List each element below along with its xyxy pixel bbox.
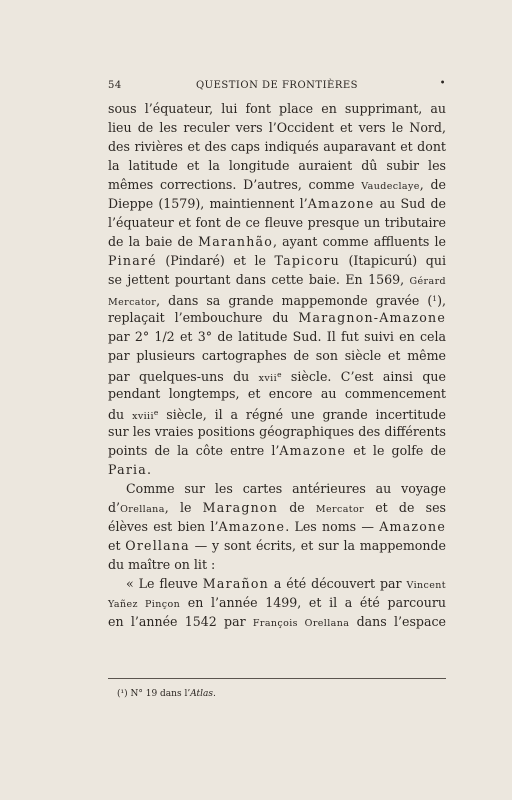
- footnote-marker: (¹): [117, 689, 128, 699]
- text-run: d’: [108, 500, 121, 515]
- footnote-rule: [108, 678, 446, 679]
- text-line: [108, 536, 446, 555]
- text-line: [108, 137, 446, 156]
- styled-text: e: [153, 408, 159, 417]
- styled-text: François Orellana: [252, 618, 350, 629]
- text-run: a été découvert par: [268, 576, 407, 591]
- text-run: lieu de les reculer vers l’Occident et vers le Nord,: [108, 120, 446, 135]
- text-line: [108, 327, 446, 346]
- text-line: [108, 479, 446, 498]
- text-run: de: [278, 500, 316, 515]
- text-run: — y sont écrits, et sur la mappemonde: [189, 538, 446, 553]
- text-run: , le: [164, 500, 203, 515]
- text-line: [108, 517, 446, 536]
- text-run: (Pindaré) et le: [156, 253, 275, 268]
- styled-text: e: [277, 370, 282, 379]
- text-run: par quelques-uns du: [108, 369, 259, 384]
- text-run: pendant longtemps, et encore au commencement: [108, 386, 446, 401]
- text-run: , de: [419, 177, 446, 192]
- text-line: [108, 118, 446, 137]
- footnote-italic: Atlas: [190, 689, 214, 699]
- text-run: et le golfe de: [346, 443, 446, 458]
- text-run: sur les vraies positions géographiques des différents: [108, 424, 446, 439]
- text-run: des rivières et des caps indiqués auparavant et dont: [108, 139, 446, 154]
- styled-text: Vaudeclaye: [361, 181, 420, 192]
- header-mark: •: [439, 78, 446, 89]
- text-line: [108, 612, 446, 631]
- page-number: 54: [108, 80, 122, 91]
- text-run: points de la côte entre l’: [108, 443, 280, 458]
- running-title: QUESTION DE FRONTIÈRES: [195, 80, 359, 91]
- styled-text: Pinaré: [108, 253, 157, 268]
- text-line: [108, 403, 446, 422]
- text-run: siècle. C’est ainsi que: [281, 369, 446, 384]
- text-run: dans l’espace: [349, 614, 446, 629]
- text-line: [108, 384, 446, 403]
- text-run: l’équateur et font de ce fleuve presque un tributaire: [108, 215, 446, 230]
- body-text: [108, 99, 446, 631]
- text-line: [108, 194, 446, 213]
- text-run: en l’année 1499, et il a été parcouru: [180, 595, 446, 610]
- text-run: du maître on lit :: [108, 557, 216, 572]
- text-line: [108, 555, 446, 574]
- text-run: par 2° 1/2 et 3° de latitude Sud. Il fut suivi en cela: [108, 329, 446, 344]
- text-line: [108, 441, 446, 460]
- text-run: du: [108, 407, 133, 422]
- text-run: élèves est bien l’: [108, 519, 219, 534]
- text-run: .: [146, 462, 151, 477]
- styled-text: Paria: [108, 462, 147, 477]
- text-run: ),: [437, 293, 446, 308]
- styled-text: xviii: [132, 411, 154, 422]
- styled-text: Maragnon-Amazone: [298, 310, 446, 325]
- text-line: [108, 365, 446, 384]
- text-line: [108, 460, 446, 479]
- styled-text: Mercator: [315, 504, 365, 515]
- footnote-end: .: [213, 689, 216, 699]
- text-run: au Sud de: [374, 196, 446, 211]
- text-line: [108, 99, 446, 118]
- text-run: « Le fleuve: [126, 576, 203, 591]
- text-run: siècle, il a régné une grande incertitude: [158, 407, 446, 422]
- text-line: [108, 232, 446, 251]
- text-run: et de ses: [364, 500, 446, 515]
- footnote: [117, 689, 216, 699]
- footnote-text: N° 19 dans l’: [127, 689, 191, 699]
- text-line: [108, 156, 446, 175]
- text-line: [108, 593, 446, 612]
- styled-text: xvii: [258, 373, 278, 384]
- text-run: replaçait l’embouchure du: [108, 310, 299, 325]
- text-run: Comme sur les cartes antérieures au voyage: [126, 481, 446, 496]
- styled-text: Yañez Pinçon: [108, 599, 181, 610]
- text-line: [108, 498, 446, 517]
- page-header: [108, 80, 446, 94]
- styled-text: Marañon: [202, 576, 269, 591]
- text-run: Dieppe (1579), maintiennent l’: [108, 196, 308, 211]
- styled-text: Maragnon: [202, 500, 279, 515]
- text-line: [108, 346, 446, 365]
- styled-text: Amazone: [379, 519, 446, 534]
- text-line: [108, 574, 446, 593]
- text-line: [108, 175, 446, 194]
- text-run: , dans sa grande mappemonde gravée (: [156, 293, 433, 308]
- text-run: la latitude et la longitude auraient dû subir les: [108, 158, 446, 173]
- text-line: [108, 251, 446, 270]
- text-run: en l’année 1542 par: [108, 614, 253, 629]
- text-run: sous l’équateur, lui font place en supprimant, au: [108, 101, 446, 116]
- text-line: [108, 422, 446, 441]
- styled-text: Orellana: [120, 504, 165, 515]
- text-run: de la baie de: [108, 234, 199, 249]
- styled-text: 1: [432, 294, 438, 303]
- styled-text: Tapicoru: [274, 253, 340, 268]
- text-line: [108, 289, 446, 308]
- text-line: [108, 270, 446, 289]
- styled-text: Amazone: [279, 443, 347, 458]
- styled-text: Maranhão: [198, 234, 274, 249]
- text-run: , ayant comme affluents le: [273, 234, 446, 249]
- text-line: [108, 308, 446, 327]
- styled-text: Orellana: [125, 538, 190, 553]
- text-run: et: [108, 538, 126, 553]
- text-run: mêmes corrections. D’autres, comme: [108, 177, 362, 192]
- text-line: [108, 213, 446, 232]
- styled-text: Gérard: [409, 276, 446, 287]
- styled-text: Amazone: [218, 519, 286, 534]
- text-run: . Les noms —: [285, 519, 380, 534]
- styled-text: Mercator: [108, 297, 157, 308]
- styled-text: Vincent: [406, 580, 447, 591]
- text-run: se jettent pourtant dans cette baie. En 1569,: [108, 272, 410, 287]
- styled-text: Amazone: [307, 196, 375, 211]
- text-run: par plusieurs cartographes de son siècle et même: [108, 348, 446, 363]
- text-run: (Itapicurú) qui: [339, 253, 446, 268]
